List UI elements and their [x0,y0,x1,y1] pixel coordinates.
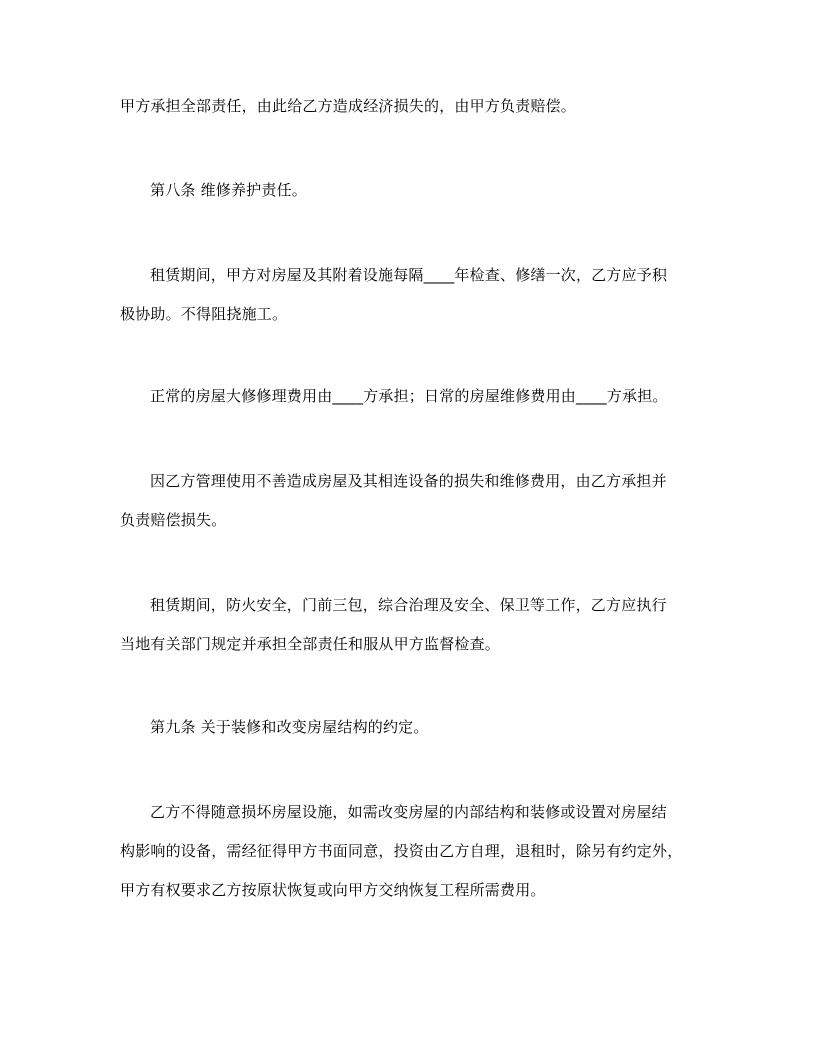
article-heading: 第八条 维修养护责任。 [150,181,307,199]
paragraph-line: 正常的房屋大修修理费用由____方承担；日常的房屋维修费用由____方承担。 [150,387,668,405]
paragraph-line: 负责赔偿损失。 [120,511,227,529]
paragraph-line: 因乙方管理使用不善造成房屋及其相连设备的损失和维修费用，由乙方承担并 [150,472,667,490]
paragraph-line: 当地有关部门规定并承担全部责任和服从甲方监督检查。 [120,635,501,653]
paragraph-line: 甲方有权要求乙方按原状恢复或向甲方交纳恢复工程所需费用。 [120,881,546,899]
paragraph-line: 租赁期间，防火安全，门前三包，综合治理及安全、保卫等工作，乙方应执行 [150,596,667,614]
paragraph-line: 极协助。不得阻挠施工。 [120,305,288,323]
paragraph-line: 租赁期间，甲方对房屋及其附着设施每隔____年检查、修缮一次，乙方应予积 [150,266,668,284]
paragraph-line: 构影响的设备，需经征得甲方书面同意，投资由乙方自理，退租时，除另有约定外， [120,842,683,860]
article-heading: 第九条 关于装修和改变房屋结构的约定。 [150,718,429,736]
paragraph-line: 乙方不得随意损坏房屋设施，如需改变房屋的内部结构和装修或设置对房屋结 [150,803,667,821]
paragraph-line: 甲方承担全部责任，由此给乙方造成经济损失的，由甲方负责赔偿。 [120,97,577,115]
